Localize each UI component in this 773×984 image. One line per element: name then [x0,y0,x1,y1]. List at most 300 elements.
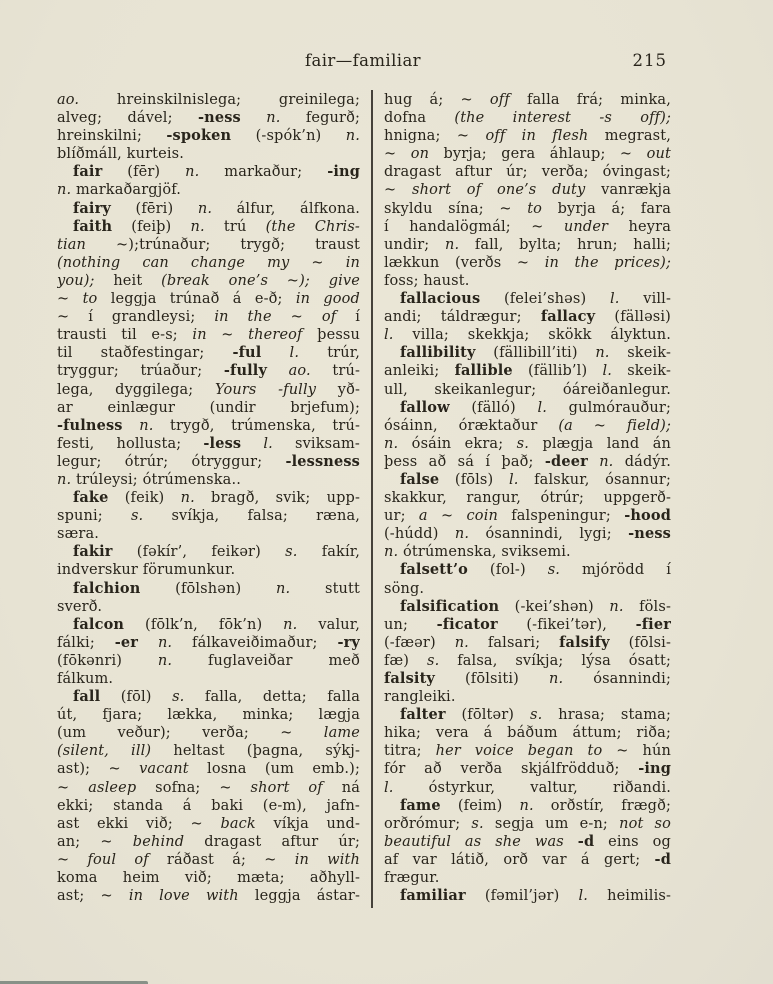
text-line [57,797,360,815]
text-line [384,399,671,417]
italic-text: (break one’s ~); give [161,272,360,289]
headword-text: fallible [454,362,513,380]
body-text: koma heim við; mæta; aðhyll- [57,870,360,887]
body-text [261,345,289,361]
body-text: ~);trúnaður; trygð; traust [86,236,360,253]
body-text: í handalögmál; ~ [384,218,564,235]
italic-text: n. [197,200,213,217]
italic-text: l. [289,345,300,362]
body-text: falspeningur; [497,508,625,525]
column-divider [371,90,373,908]
text-line [384,417,671,435]
body-text: eins og [594,833,671,850]
body-text: ast; ~ [57,888,129,905]
headword-text: -ness [197,109,241,127]
text-line [384,381,671,399]
body-text: fall, bylta; hrun; halli; [459,236,671,253]
italic-text: n. [444,236,460,253]
body-text: foss; haust. [384,272,470,289]
italic-text: in the prices); [544,254,671,271]
italic-text: s. [529,707,543,724]
body-text: dragast aftur úr; verða; óvingast; [384,164,671,181]
headword-text: -d [577,832,595,850]
text-line [384,362,671,380]
body-text: (fōlsiti) [435,671,549,687]
headword-text: false [400,470,440,488]
body-text: byrja á; fara [542,200,671,217]
text-line [384,851,671,869]
text-line [384,163,671,181]
body-text: fálkaveiðimaður; [172,634,338,651]
body-text: dádýr. [613,453,671,470]
text-line [57,616,360,634]
text-line [57,453,360,471]
body-text: (-kei’shən) [499,598,610,615]
body-text: plægja land án [529,435,671,452]
body-text: (fōlsi- [609,634,671,651]
italic-text: her voice began to [435,743,603,760]
text-line [384,580,671,598]
italic-text: s. [471,815,484,832]
text-line [384,326,671,344]
text-line [57,724,360,742]
italic-text: s. [516,435,530,452]
text-line [384,760,671,778]
text-line [57,869,360,887]
text-line [57,163,360,181]
body-text: ráðast á; ~ [148,851,295,868]
body-text: spuni; [57,508,131,525]
italic-text: n. [57,471,72,488]
italic-text: l. [578,888,589,905]
headword-text: fairy [73,199,111,217]
body-text: heimilis- [588,888,671,905]
text-line [57,218,360,236]
body-text: ast ekki við; ~ [57,815,221,832]
italic-text: n. [157,652,173,669]
italic-text: not so [619,815,671,832]
headword-text: fallibility [400,344,476,362]
body-text: frægur. [384,870,440,887]
body-text [588,454,599,470]
text-line [384,742,671,760]
headword-text: fallacious [400,290,481,308]
text-line [384,507,671,525]
body-text: heltast (þagna, sýkj- [151,743,360,760]
body-text: ná [322,779,360,796]
body-text: hreinskilni; [57,128,167,145]
body-text: losna (um emb.); [188,761,360,778]
italic-text: (a ~ field); [558,417,671,434]
italic-text: l. [537,399,547,416]
text-line [57,127,360,145]
body-text: byrja; gera áhlaup; ~ [429,146,647,163]
italic-text: l. [263,435,273,452]
body-text: megrast, [588,128,671,145]
text-line [384,272,671,290]
italic-text: foul of [87,851,149,868]
headword-text: falsity [384,670,435,687]
body-text: trú- [310,363,360,380]
text-line [57,779,360,797]
italic-text: in with [294,851,360,868]
body-text: fuglaveiðar með [172,652,360,669]
italic-text: n. [345,128,360,145]
body-text: af var látið, orð var á gert; [384,851,655,868]
body-text: leggja ástar- [238,888,360,905]
text-line [57,344,360,362]
italic-text: n. [276,580,291,597]
running-head: fair—familiar [305,51,421,70]
body-text [123,418,140,434]
headword-text: -fier [635,615,671,633]
italic-text: s. [547,562,561,579]
body-text: hnigna; ~ [384,128,486,145]
italic-text: under [563,218,609,235]
text-line [384,598,671,616]
body-text: segja um e-n; [483,815,620,832]
body-text: titra; [384,743,436,760]
text-line [384,471,671,489]
body-text: markaður; [199,164,328,181]
italic-text: s. [172,689,185,706]
body-text: vanrækja [585,182,671,199]
body-text: villa; skekkja; skökk ályktun. [393,327,671,344]
italic-text: n. [190,218,205,235]
body-text: hreinskilnislega; greinilega; [79,92,360,108]
italic-text: ao. [288,363,311,380]
text-line [384,127,671,145]
text-line [57,489,360,507]
text-line [57,561,360,579]
body-text [241,110,266,126]
text-line [384,779,671,797]
body-text: indverskur förumunkur. [57,562,236,579]
body-text: trúr, [299,345,360,362]
headword-text: -less [203,434,242,452]
body-text: hika; vera á báðum áttum; riða; [384,725,671,742]
page-header [57,51,669,73]
body-text: skeik- [612,363,671,380]
text-line [384,688,671,706]
body-text: (fōlshən) [140,580,276,597]
italic-text: to [82,291,98,308]
text-line [384,109,671,127]
body-text: dragast aftur úr; [184,833,360,850]
body-text: skyldu sína; ~ [384,200,528,217]
body-text: falla frá; minka, [509,92,671,108]
italic-text: off [489,92,510,108]
headword-text: falsification [400,597,500,615]
body-text: (-fikei’tər), [497,616,636,633]
text-line [384,833,671,851]
text-line [384,453,671,471]
body-text: (fēri) [110,200,198,217]
text-line [57,742,360,760]
text-line [57,91,360,109]
body-text: (feim) [440,797,520,814]
text-line [384,254,671,272]
body-text: svíkja, falsa; ræna, [143,508,360,525]
body-text: anleiki; [384,363,455,380]
italic-text: l. [384,327,394,344]
body-text: skeik- [609,345,671,362]
text-line [57,109,360,127]
text-line [57,525,360,543]
italic-text: on [410,146,430,163]
text-line [384,200,671,218]
body-text: lækkun (verðs ~ [384,254,545,271]
body-text: falsari; [468,634,560,651]
headword-text: -ry [337,633,360,651]
body-text: þess að sá í það; [384,453,545,470]
body-text: föls- [623,598,671,615]
body-text: (fällib’l) [512,363,603,380]
body-text: sofna; ~ [136,779,251,796]
italic-text: n. [609,598,624,615]
italic-text: n. [180,490,195,507]
body-text: fegurð; [280,110,360,127]
text-line [384,815,671,833]
italic-text: l. [602,363,613,380]
text-line [384,797,671,815]
headword-text: falter [400,706,446,724]
body-text: ar einlægur (undir brjefum); [57,399,360,416]
headword-text: -d [654,850,671,868]
body-text: (um veður); verða; ~ [57,725,324,742]
body-text: fæ) [384,652,427,669]
left-column [57,91,360,905]
italic-text: beautiful as she was [384,833,564,850]
body-text: vill- [619,291,671,308]
text-line [57,543,360,561]
text-line [384,616,671,634]
italic-text: (nothing can change my ~ in [57,254,360,271]
italic-text: n. [595,345,610,362]
text-line [384,706,671,724]
right-column [384,91,671,905]
body-text: rangleiki. [384,689,456,706]
body-text: fálki; [57,634,115,651]
body-text: ast); ~ [57,761,140,778]
body-text: blíðmáll, kurteis. [57,146,185,163]
text-line [384,290,671,308]
body-text: (feiþ) [112,218,191,235]
italic-text: you); [57,272,95,289]
headword-text: falchion [73,579,141,597]
body-text: leggja trúnað á e-ð; [97,291,296,308]
headword-text: -deer [544,452,588,470]
italic-text: s. [426,652,440,669]
italic-text: in ~ thereof [192,327,303,344]
text-line [384,670,671,688]
headword-text: familiar [400,887,466,905]
text-line [57,254,360,272]
body-text: (fōlk’n, fōk’n) [124,616,284,633]
text-line [384,525,671,543]
body-text: (fōls) [439,471,509,488]
body-text: söng. [384,580,425,597]
body-text [241,436,263,452]
text-line [384,561,671,579]
body-text: ekki; standa á baki (e-m), jafn- [57,797,360,814]
body-text: dofna [384,110,455,127]
body-text: (felei’shəs) [480,291,610,308]
headword-text: falsett’o [400,561,468,579]
italic-text: short of one’s duty [412,182,586,199]
headword-text: -ness [628,525,671,543]
text-line [57,200,360,218]
italic-text: ao. [57,92,80,108]
body-text: ull, skeikanlegur; óáreiðanlegur. [384,381,671,398]
italic-text: in good [295,291,360,308]
body-text: falsa, svíkja; lýsa ósatt; [439,652,671,669]
text-line [57,815,360,833]
body-text: ~ [57,851,88,868]
body-text [267,363,289,379]
italic-text: (silent, ill) [57,743,152,760]
body-text: trúleysi; ótrúmenska.. [71,471,241,488]
text-line [384,435,671,453]
headword-text: -fulness [57,416,123,434]
body-text: trausti til e-s; [57,327,193,344]
italic-text: short of [250,779,323,796]
text-line [57,272,360,290]
headword-text: -fully [223,362,268,380]
text-line [384,869,671,887]
italic-text: asleep [88,779,137,796]
body-text: ótrúmenska, sviksemi. [398,544,571,561]
body-text: þessu [302,327,360,344]
italic-text: (the interest -s off); [454,110,671,127]
body-text: gulmórauður; [546,399,671,416]
text-line [384,181,671,199]
text-line [57,399,360,417]
body-text: ur; [384,508,419,525]
text-line [57,706,360,724]
body-text: hug á; ~ [384,92,490,108]
body-text: fór að verða skjálfrödduð; [384,761,639,778]
text-line [384,218,671,236]
italic-text: n. [157,634,173,651]
body-text: ~ í grandleysi; [57,309,215,326]
italic-text: lame [323,725,360,742]
text-line [384,634,671,652]
italic-text: n. [454,634,469,651]
text-line [57,381,360,399]
text-line [57,435,360,453]
body-text: (-spók’n) [231,128,346,145]
body-text: heit [94,272,162,289]
italic-text: n. [57,182,72,199]
headword-text: -ing [327,163,360,181]
italic-text: vacant [139,761,189,778]
body-text: (fol-) [468,562,548,579]
headword-text: fame [400,796,441,814]
text-line [57,145,360,163]
text-line [384,308,671,326]
body-text: álfur, álfkona. [212,200,360,217]
headword-text: fakir [73,543,113,561]
body-text: sviksam- [272,435,360,452]
body-text: í [336,309,360,326]
body-text: (fällibill’iti) [475,345,596,362]
body-text: markaðargjöf. [71,182,181,199]
text-line [384,724,671,742]
body-text: lega, dyggilega; [57,381,215,398]
body-text: ósannindi, lygi; [469,526,629,543]
page-number: 215 [632,51,667,70]
italic-text: off in flesh [485,128,589,145]
italic-text: to [527,200,543,217]
text-line [57,362,360,380]
headword-text: fallow [400,398,450,416]
body-text: mjórödd í [560,562,671,579]
text-line [57,688,360,706]
text-line [384,344,671,362]
headword-text: fall [73,688,101,706]
body-text: (fōl) [100,689,173,706]
body-text: til staðfestingar; [57,345,233,362]
text-line [384,91,671,109]
text-line [57,290,360,308]
italic-text: n. [454,526,470,543]
body-text: (-húdd) [384,526,455,543]
italic-text: tian [57,236,87,253]
body-text: (fōltər) [445,707,530,724]
italic-text: n. [548,671,564,687]
text-line [57,417,360,435]
body-text: út, fjara; lækka, minka; lægja [57,707,360,724]
headword-text: faith [73,217,113,235]
italic-text: n. [519,797,534,814]
body-text: skakkur, rangur, ótrúr; uppgerð- [384,490,671,507]
headword-text: fake [73,489,109,507]
body-text: (fälləsi) [595,309,671,326]
body-text: heyra [608,218,671,235]
text-line [57,670,360,688]
body-text: hrasa; stama; [542,707,671,724]
italic-text: n. [185,164,200,181]
italic-text: out [646,146,671,163]
body-text: andi; táldrægur; [384,309,541,326]
body-text: alveg; dável; [57,110,198,127]
body-text: ~ [57,291,83,308]
text-line [57,634,360,652]
text-line [57,326,360,344]
body-text: orðrómur; [384,815,472,832]
body-text: ósáinn, óræktaður [384,417,559,434]
body-text: orðstír, frægð; [533,797,671,814]
body-text: an; ~ [57,833,133,850]
headword-text: -spoken [166,127,232,145]
text-line [57,887,360,905]
text-line [384,887,671,905]
body-text: un; [384,616,437,633]
body-text [564,834,578,850]
text-line [57,833,360,851]
headword-text: -ing [638,760,671,778]
body-text: ósannindi; [563,671,671,687]
headword-text: falsify [559,633,610,651]
text-line [57,851,360,869]
body-text: særa. [57,526,100,543]
body-text: ~ [384,146,411,163]
italic-text: n. [139,417,154,434]
headword-text: -ficator [436,615,498,633]
body-text: fakír, [297,544,360,561]
italic-text: behind [132,833,185,850]
